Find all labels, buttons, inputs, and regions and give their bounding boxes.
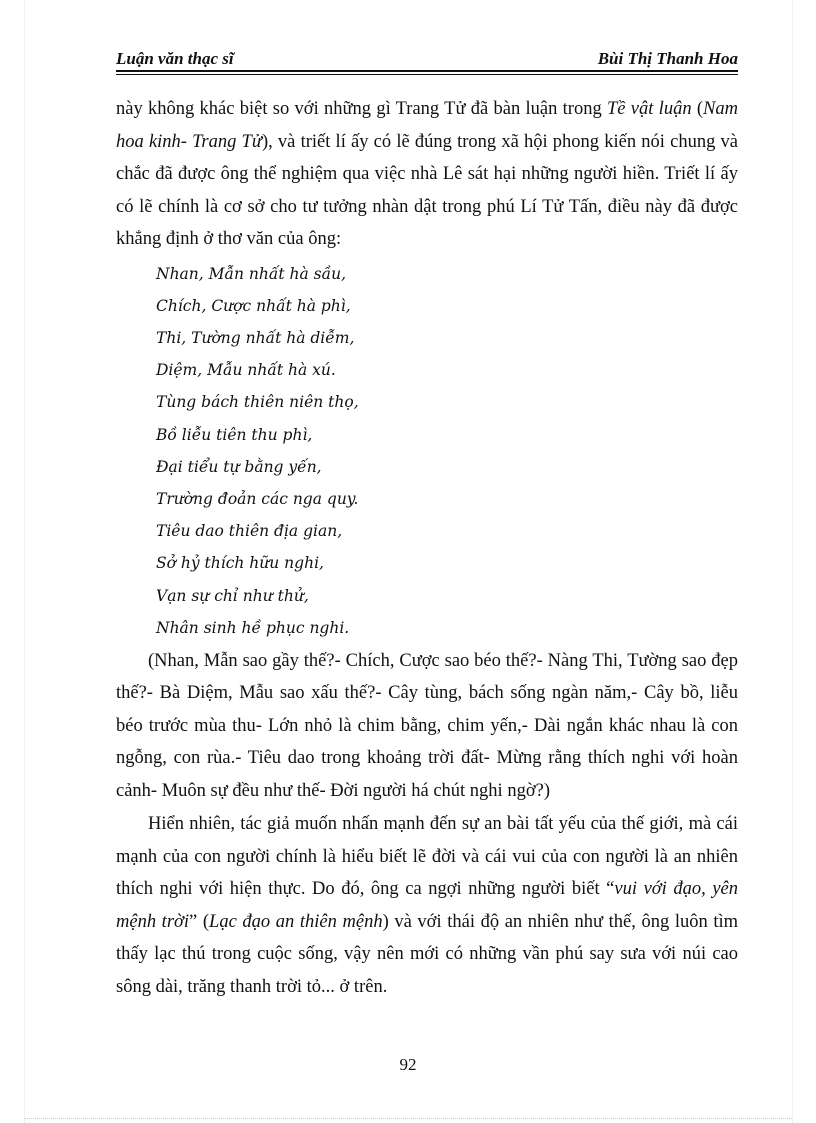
quoted-phrase: vui với đạo, yên mệnh trời	[116, 879, 739, 932]
poem-line: Tùng bách thiên niên thọ,	[156, 393, 359, 412]
poem-line: Nhân sinh hề phục nghi.	[156, 618, 350, 637]
poem-line: Đại tiểu tự bằng yến,	[156, 457, 322, 476]
paragraph-text: ” (	[189, 911, 210, 932]
page-bottom-guide	[24, 1118, 792, 1119]
paragraph-text: ) và với thái độ an nhiên như thế, ông luôn tìm thấy lạc thú trong cuộc sống, vậy nên mới có những vần phú say sưa với núi cao sông dài, trăng thanh trời tỏ... ở trên.	[116, 911, 739, 997]
poem-line: Nhan, Mẫn nhất hà sầu,	[156, 264, 347, 283]
body-text	[116, 93, 738, 1003]
paragraph-translation: (Nhan, Mẫn sao gầy thế?- Chích, Cược sao béo thế?- Nàng Thi, Tường sao đẹp thế?- Bà Diệm, Mẫu sao xấu thế?- Cây tùng, bách sống ngàn năm,- Cây bồ, liễu béo trước mùa thu- Lớn nhỏ là chim bằng, chim yến,- Dài ngắn khác nhau là con ngỗng, con rùa.- Tiêu dao trong khoảng trời đất- Mừng rằng thích nghi với hoàn cảnh- Muôn sự đều như thế- Đời người há chút nghi ngờ?)	[116, 650, 738, 801]
poem-line: Thi, Tường nhất hà diễm,	[156, 328, 355, 347]
page-margin-guide-right	[792, 0, 793, 1123]
poem-line: Diệm, Mẫu nhất hà xú.	[156, 361, 336, 380]
paragraph-text: Hiển nhiên, tác giả muốn nhấn mạnh đến sự an bài tất yếu của thế giới, mà cái mạnh của con người chính là hiểu biết lẽ đời và cái vui của con người là an nhiên thích nghi với hiện thực. Do đó, ông ca ngợi những người biết “	[116, 814, 738, 900]
paragraph-commentary	[116, 808, 738, 1003]
paragraph-text: (	[691, 99, 704, 119]
work-title: Tề vật luận	[607, 99, 692, 119]
poem-line: Vạn sự chỉ như thử,	[156, 586, 309, 605]
header-document-type: Luận văn thạc sĩ	[116, 49, 234, 68]
poem-line: Trường đoản các nga quy.	[156, 489, 359, 508]
poem-line: Chích, Cược nhất hà phì,	[156, 296, 351, 315]
poem-line: Tiêu dao thiên địa gian,	[156, 522, 343, 541]
paragraph-text: ), và triết lí ấy có lẽ đúng trong xã hội phong kiến nói chung và chắc đã được ông thể nghiệm qua việc nhà Lê sát hại những người hiền. Triết lí ấy có lẽ chính là cơ sở cho tư tưởng nhàn dật trong phú Lí Tử Tấn, điều này đã được khẳng định ở thơ văn của ông:	[116, 131, 738, 249]
poem-line: Bồ liễu tiên thu phì,	[156, 425, 313, 444]
header-author: Bùi Thị Thanh Hoa	[597, 49, 738, 68]
work-title: Nam hoa kinh- Trang Tử	[116, 99, 738, 152]
header-rule-thick	[116, 70, 738, 72]
running-header	[116, 48, 738, 72]
poem-line: Sở hỷ thích hữu nghi,	[156, 554, 324, 573]
poem-quotation	[156, 258, 738, 644]
page-number: 92	[399, 1055, 417, 1074]
work-title: Lạc đạo an thiên mệnh	[209, 911, 383, 932]
paragraph-text: này không khác biệt so với những gì Trang Tử đã bàn luận trong	[116, 99, 607, 119]
page-margin-guide-left	[24, 0, 25, 1123]
header-rule-thin	[116, 74, 738, 75]
paragraph-intro	[116, 93, 738, 256]
